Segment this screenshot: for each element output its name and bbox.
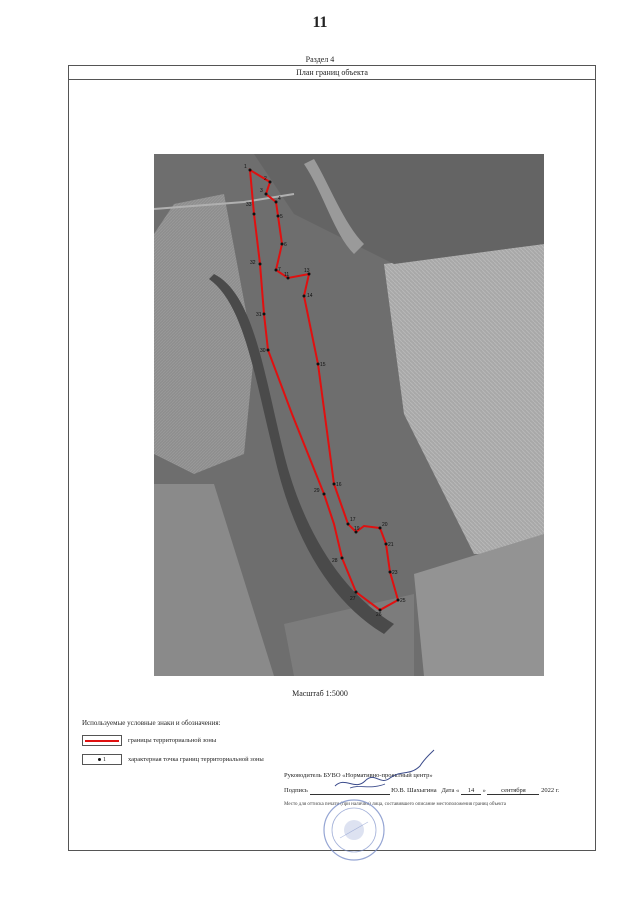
svg-text:20: 20 (382, 522, 388, 528)
legend-item-boundary (82, 735, 216, 746)
svg-text:31: 31 (256, 312, 262, 318)
aerial-map (154, 154, 544, 676)
svg-text:30: 30 (260, 348, 266, 354)
legend-label-point: характерная точка границ территориальной зоны (128, 756, 264, 763)
date-day: 14 (461, 787, 481, 795)
svg-text:26: 26 (376, 612, 382, 618)
section-label: Раздел 4 (305, 55, 335, 64)
svg-text:19: 19 (354, 526, 360, 532)
svg-text:2: 2 (264, 176, 267, 182)
svg-text:5: 5 (280, 214, 283, 220)
svg-text:1: 1 (244, 164, 247, 170)
svg-text:32: 32 (250, 260, 256, 266)
svg-text:14: 14 (307, 293, 313, 299)
stamp-note: Место для оттиска печати (при наличии) лица, составившего описание местоположения границ объекта (284, 802, 506, 807)
svg-text:17: 17 (350, 517, 356, 523)
svg-text:25: 25 (400, 598, 406, 604)
svg-text:3: 3 (260, 188, 263, 194)
plan-title: План границ объекта (69, 66, 595, 80)
legend-symbol-point: 1 (82, 754, 122, 765)
page-number: 11 (312, 14, 328, 31)
legend-item-point (82, 754, 264, 765)
legend-symbol-red-line (82, 735, 122, 746)
official-stamp (322, 798, 386, 862)
signer-name: Ю.В. Шахыгина (391, 787, 437, 794)
svg-text:23: 23 (392, 570, 398, 576)
map-svg (154, 154, 544, 676)
svg-text:29: 29 (314, 488, 320, 494)
date-quote: » (482, 787, 486, 794)
head-line: Руководитель БУВО «Нормативно-проектный центр» (284, 772, 433, 779)
svg-text:13: 13 (304, 268, 310, 274)
svg-text:27: 27 (350, 596, 356, 602)
svg-text:4: 4 (278, 196, 281, 202)
svg-text:21: 21 (388, 542, 394, 548)
date-month: сентября (487, 787, 539, 795)
legend-title: Используемые условные знаки и обозначения: (82, 719, 221, 727)
date-year: 2022 г. (541, 787, 560, 794)
svg-text:28: 28 (332, 558, 338, 564)
svg-text:7: 7 (278, 267, 281, 273)
svg-text:33: 33 (246, 202, 252, 208)
svg-text:11: 11 (284, 272, 290, 278)
svg-text:15: 15 (320, 362, 326, 368)
map-scale: Масштаб 1:5000 (292, 689, 348, 698)
signature-label: Подпись (284, 787, 308, 794)
legend-label-boundary: границы территориальной зоны (128, 737, 217, 744)
svg-text:6: 6 (284, 242, 287, 248)
handwritten-signature (330, 746, 440, 796)
svg-text:16: 16 (336, 482, 342, 488)
date-label: Дата « (441, 787, 460, 794)
